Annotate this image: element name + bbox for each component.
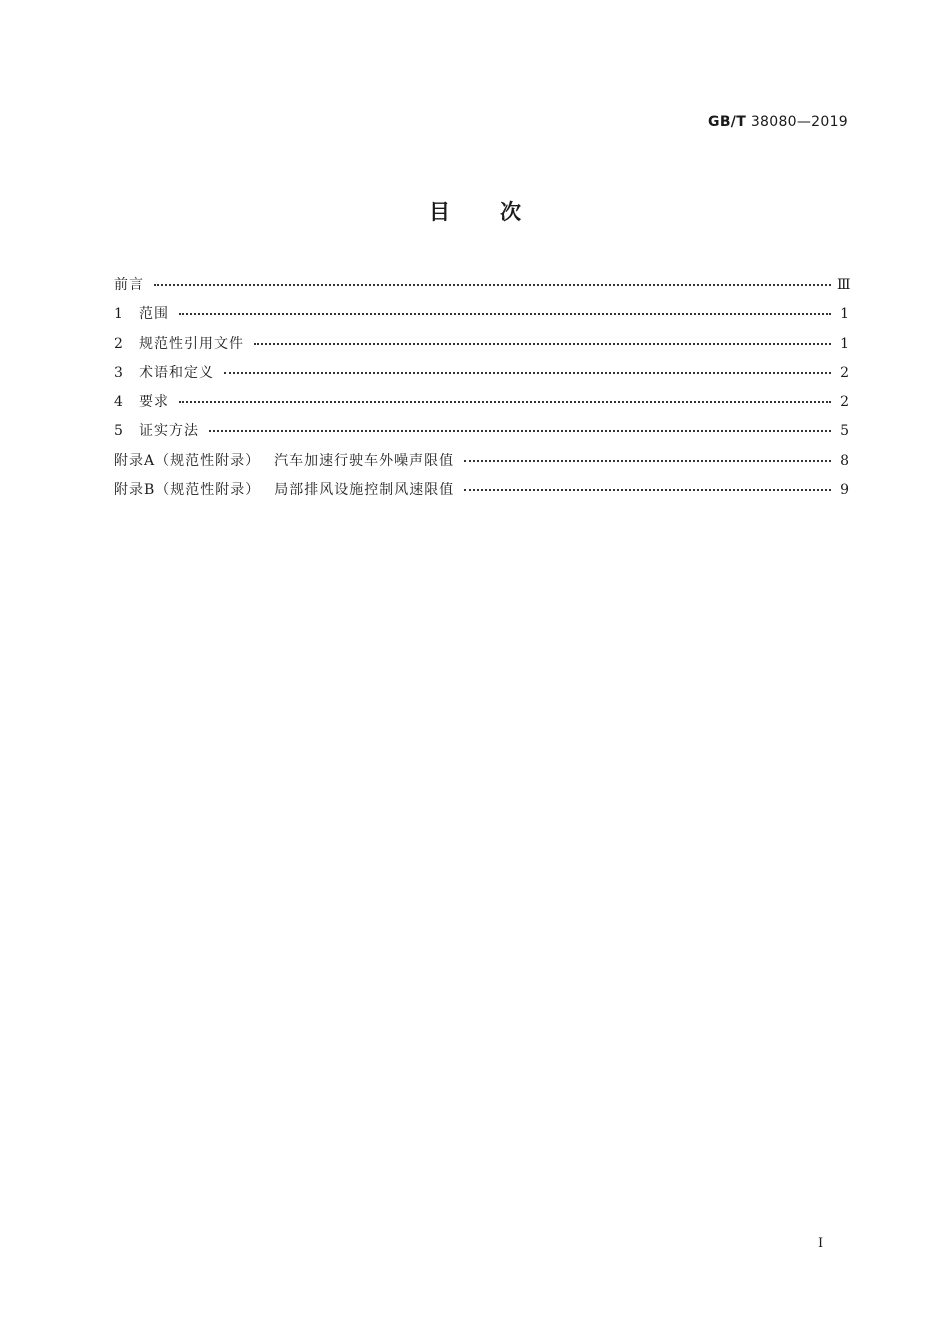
standard-code-number: 38080—2019 — [750, 114, 848, 130]
toc-entry-annex-b[interactable] — [114, 477, 849, 506]
toc-entry-label: 要求 — [139, 394, 169, 411]
toc-entry-page: 5 — [840, 423, 849, 440]
toc-entry-subtitle: 汽车加速行驶车外噪声限值 — [274, 452, 455, 469]
page-title: 目次 — [429, 200, 571, 224]
toc-entry-subtitle: 局部排风设施控制风速限值 — [274, 482, 455, 499]
standard-code — [708, 114, 848, 130]
toc-entry-normative-references[interactable] — [114, 331, 849, 360]
toc-leader-dots — [154, 275, 831, 289]
toc-entry-number: 3 — [114, 364, 123, 381]
table-of-contents — [114, 272, 849, 506]
toc-leader-dots — [224, 363, 831, 377]
toc-entry-requirements[interactable] — [114, 389, 849, 418]
toc-entry-page: Ⅲ — [837, 277, 851, 293]
toc-entry-label: 术语和定义 — [139, 364, 214, 381]
toc-entry-number: 1 — [114, 306, 123, 323]
toc-entry-label: 前言 — [114, 277, 144, 293]
toc-entry-scope[interactable] — [114, 301, 849, 330]
toc-entry-label: 证实方法 — [139, 423, 199, 440]
toc-entry-page: 2 — [840, 394, 849, 411]
toc-entry-annex-a[interactable] — [114, 448, 849, 477]
toc-leader-dots — [254, 334, 831, 348]
toc-entry-page: 2 — [840, 364, 849, 381]
toc-entry-page: 1 — [840, 335, 849, 352]
toc-leader-dots — [179, 392, 831, 406]
toc-entry-number: 4 — [114, 394, 123, 411]
toc-entry-label: 范围 — [139, 306, 169, 323]
toc-entry-label: 附录A（规范性附录） — [114, 452, 261, 469]
page-number: Ⅰ — [818, 1236, 824, 1251]
standard-code-prefix: GB/T — [708, 114, 747, 130]
toc-entry-page: 8 — [840, 452, 849, 469]
toc-entry-number: 5 — [114, 423, 123, 440]
toc-entry-foreword[interactable] — [114, 272, 849, 301]
toc-entry-number: 2 — [114, 335, 123, 352]
toc-entry-page: 9 — [840, 482, 849, 499]
toc-entry-page: 1 — [840, 306, 849, 323]
toc-leader-dots — [464, 451, 831, 465]
toc-entry-verification-methods[interactable] — [114, 418, 849, 447]
toc-entry-label: 规范性引用文件 — [139, 335, 244, 352]
toc-leader-dots — [464, 480, 831, 494]
toc-leader-dots — [209, 421, 831, 435]
toc-leader-dots — [179, 304, 831, 318]
toc-entry-terms-definitions[interactable] — [114, 360, 849, 389]
toc-entry-label: 附录B（规范性附录） — [114, 482, 261, 499]
